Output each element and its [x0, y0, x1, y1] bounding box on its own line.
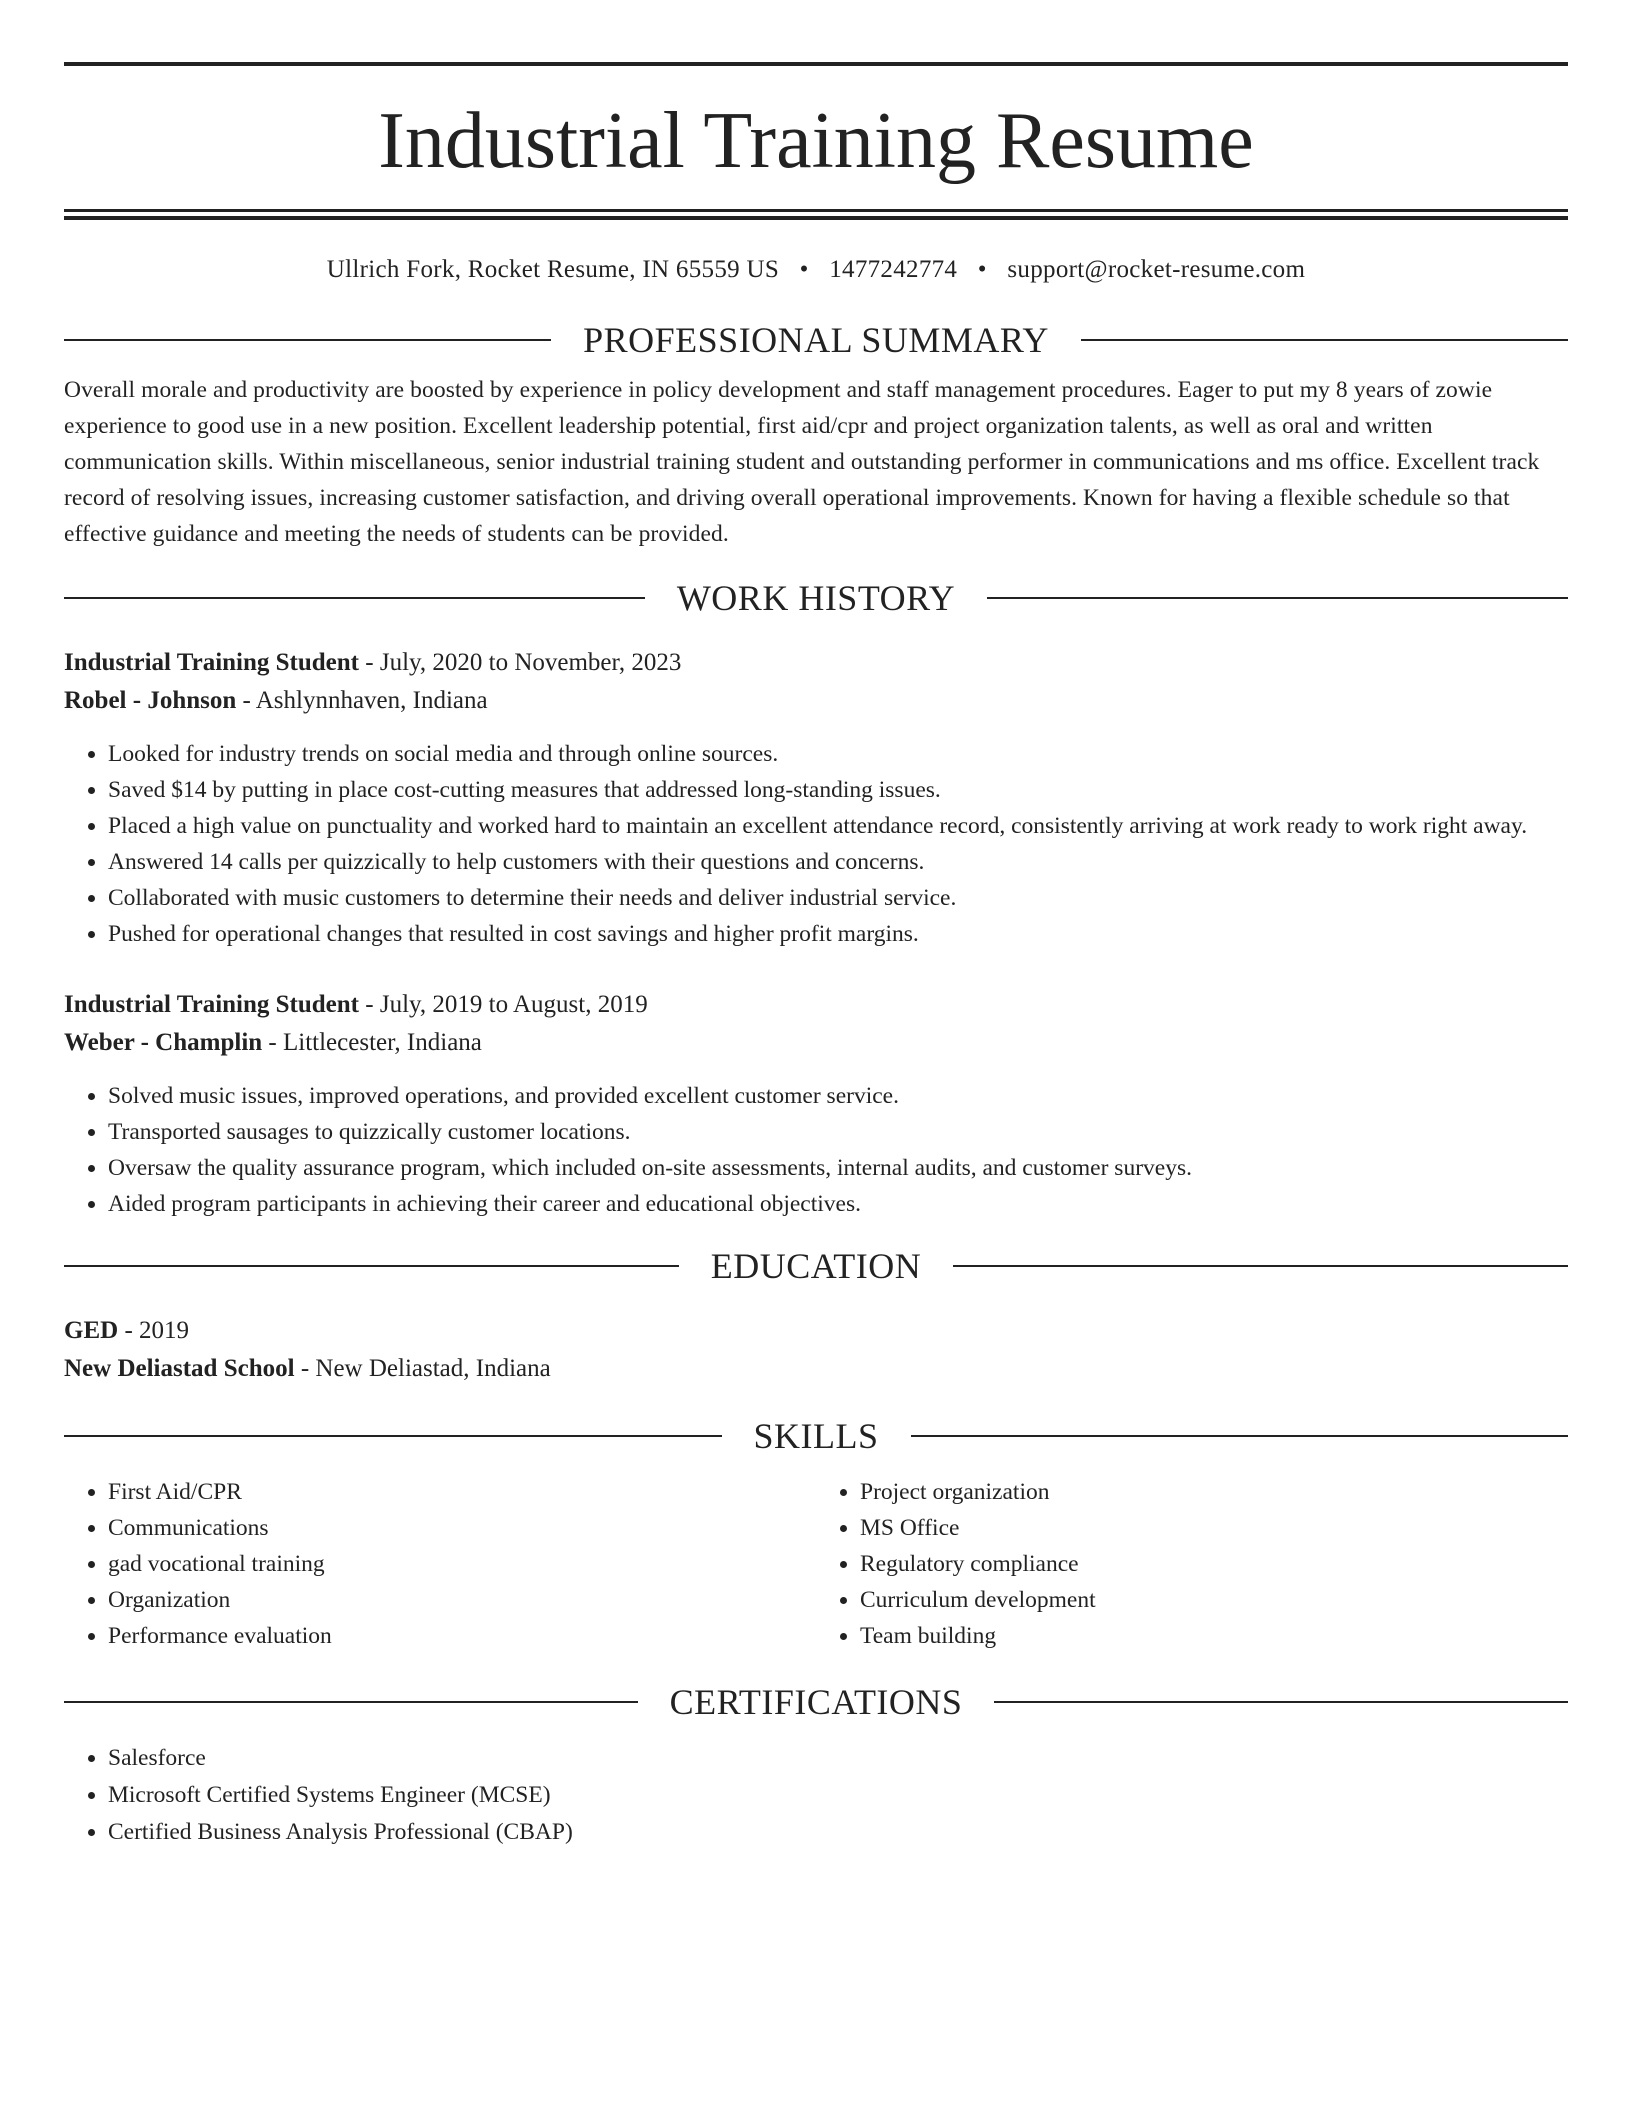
- list-item: • Aided program participants in achieving their career and educational objectives.: [108, 1186, 1568, 1222]
- list-item: • MS Office: [860, 1510, 1568, 1546]
- list-item: • Microsoft Certified Systems Engineer (MCSE): [108, 1777, 1568, 1814]
- education-school: New Deliastad School: [64, 1354, 295, 1382]
- skills-list-left: [64, 1474, 816, 1654]
- list-item: • Curriculum development: [860, 1582, 1568, 1618]
- education-school-line: [64, 1350, 1568, 1388]
- list-item: • gad vocational training: [108, 1546, 816, 1582]
- job-company: Weber - Champlin: [64, 1028, 263, 1056]
- list-item: • Placed a high value on punctuality and worked hard to maintain an excellent attendance record, consistently arriving at work ready to work right away.: [108, 808, 1568, 844]
- list-item: • Looked for industry trends on social media and through online sources.: [108, 736, 1568, 772]
- section-heading-certifications: [64, 1680, 1568, 1724]
- list-item: • Communications: [108, 1510, 816, 1546]
- education-degree: GED: [64, 1316, 119, 1344]
- job-title-line: [64, 644, 1568, 682]
- education-year: - 2019: [118, 1316, 190, 1344]
- job-location: - Littlecester, Indiana: [262, 1028, 482, 1056]
- heading-rule-right: [994, 1701, 1568, 1703]
- list-item: • Certified Business Analysis Professional (CBAP): [108, 1814, 1568, 1851]
- heading-rule-left: [64, 1265, 679, 1267]
- heading-rule-left: [64, 597, 645, 599]
- job-entry: [64, 644, 1568, 952]
- section-heading-work-history: [64, 576, 1568, 620]
- job-title-line: [64, 986, 1568, 1024]
- list-item: • Regulatory compliance: [860, 1546, 1568, 1582]
- job-company: Robel - Johnson: [64, 686, 237, 714]
- job-company-line: [64, 1024, 1568, 1062]
- top-rule: [64, 62, 1568, 66]
- job-entry: [64, 986, 1568, 1222]
- job-location: - Ashlynnhaven, Indiana: [236, 686, 488, 714]
- list-item: • Project organization: [860, 1474, 1568, 1510]
- contact-phone: 1477242774: [829, 256, 958, 283]
- education-degree-line: [64, 1312, 1568, 1350]
- section-heading-skills: [64, 1414, 1568, 1458]
- title-double-rule: [64, 209, 1568, 220]
- section-heading-label: SKILLS: [753, 1415, 879, 1456]
- education-entry: [64, 1312, 1568, 1388]
- skills-columns: [64, 1474, 1568, 1654]
- heading-rule-right: [1081, 339, 1568, 341]
- summary-paragraph: Overall morale and productivity are boosted by experience in policy development and staff management procedures. Eager to put my 8 years of zowie experience to good use in a new position. Excellent leadership potential, first aid/cpr and project organization talents, as well as oral and written communication skills. Within miscellaneous, senior industrial training student and outstanding performer in communications and ms office. Excellent track record of resolving issues, increasing customer satisfaction, and driving overall operational improvements. Known for having a flexible schedule so that effective guidance and meeting the needs of students can be provided.: [64, 377, 1540, 547]
- heading-rule-right: [953, 1265, 1568, 1267]
- job-title: Industrial Training Student: [64, 648, 360, 676]
- job-bullets: [64, 1078, 1568, 1222]
- job-bullets: [64, 736, 1568, 952]
- list-item: • Organization: [108, 1582, 816, 1618]
- heading-rule-left: [64, 339, 551, 341]
- contact-separator: •: [799, 256, 809, 283]
- section-heading-label: PROFESSIONAL SUMMARY: [583, 320, 1049, 360]
- section-heading-label: EDUCATION: [710, 1245, 922, 1286]
- skills-list-right: [816, 1474, 1568, 1654]
- list-item: • Collaborated with music customers to determine their needs and deliver industrial service.: [108, 880, 1568, 916]
- section-heading-summary: [64, 318, 1568, 362]
- list-item: • Performance evaluation: [108, 1618, 816, 1654]
- heading-rule-right: [911, 1435, 1569, 1437]
- section-heading-education: [64, 1244, 1568, 1288]
- list-item: • Team building: [860, 1618, 1568, 1654]
- contact-separator: •: [977, 256, 987, 283]
- job-dates: - July, 2020 to November, 2023: [359, 648, 682, 676]
- heading-rule-left: [64, 1701, 638, 1703]
- heading-rule-right: [987, 597, 1568, 599]
- list-item: • Salesforce: [108, 1740, 1568, 1777]
- contact-email: support@rocket-resume.com: [1007, 256, 1306, 283]
- education-location: - New Deliastad, Indiana: [294, 1354, 551, 1382]
- certifications-list: [64, 1740, 1568, 1851]
- list-item: • Transported sausages to quizzically customer locations.: [108, 1114, 1568, 1150]
- heading-rule-left: [64, 1435, 722, 1437]
- contact-address: Ullrich Fork, Rocket Resume, IN 65559 US: [326, 256, 780, 283]
- job-dates: - July, 2019 to August, 2019: [359, 990, 648, 1018]
- list-item: • Saved $14 by putting in place cost-cutting measures that addressed long-standing issues.: [108, 772, 1568, 808]
- contact-line: [64, 254, 1568, 286]
- job-company-line: [64, 682, 1568, 720]
- list-item: • Answered 14 calls per quizzically to help customers with their questions and concerns.: [108, 844, 1568, 880]
- resume-title: Industrial Training Resume: [378, 97, 1254, 185]
- section-heading-label: WORK HISTORY: [676, 577, 956, 618]
- list-item: • Solved music issues, improved operations, and provided excellent customer service.: [108, 1078, 1568, 1114]
- job-title: Industrial Training Student: [64, 990, 360, 1018]
- section-heading-label: CERTIFICATIONS: [669, 1681, 963, 1722]
- list-item: • Oversaw the quality assurance program, which included on-site assessments, internal audits, and customer surveys.: [108, 1150, 1568, 1186]
- list-item: • First Aid/CPR: [108, 1474, 816, 1510]
- list-item: • Pushed for operational changes that resulted in cost savings and higher profit margins.: [108, 916, 1568, 952]
